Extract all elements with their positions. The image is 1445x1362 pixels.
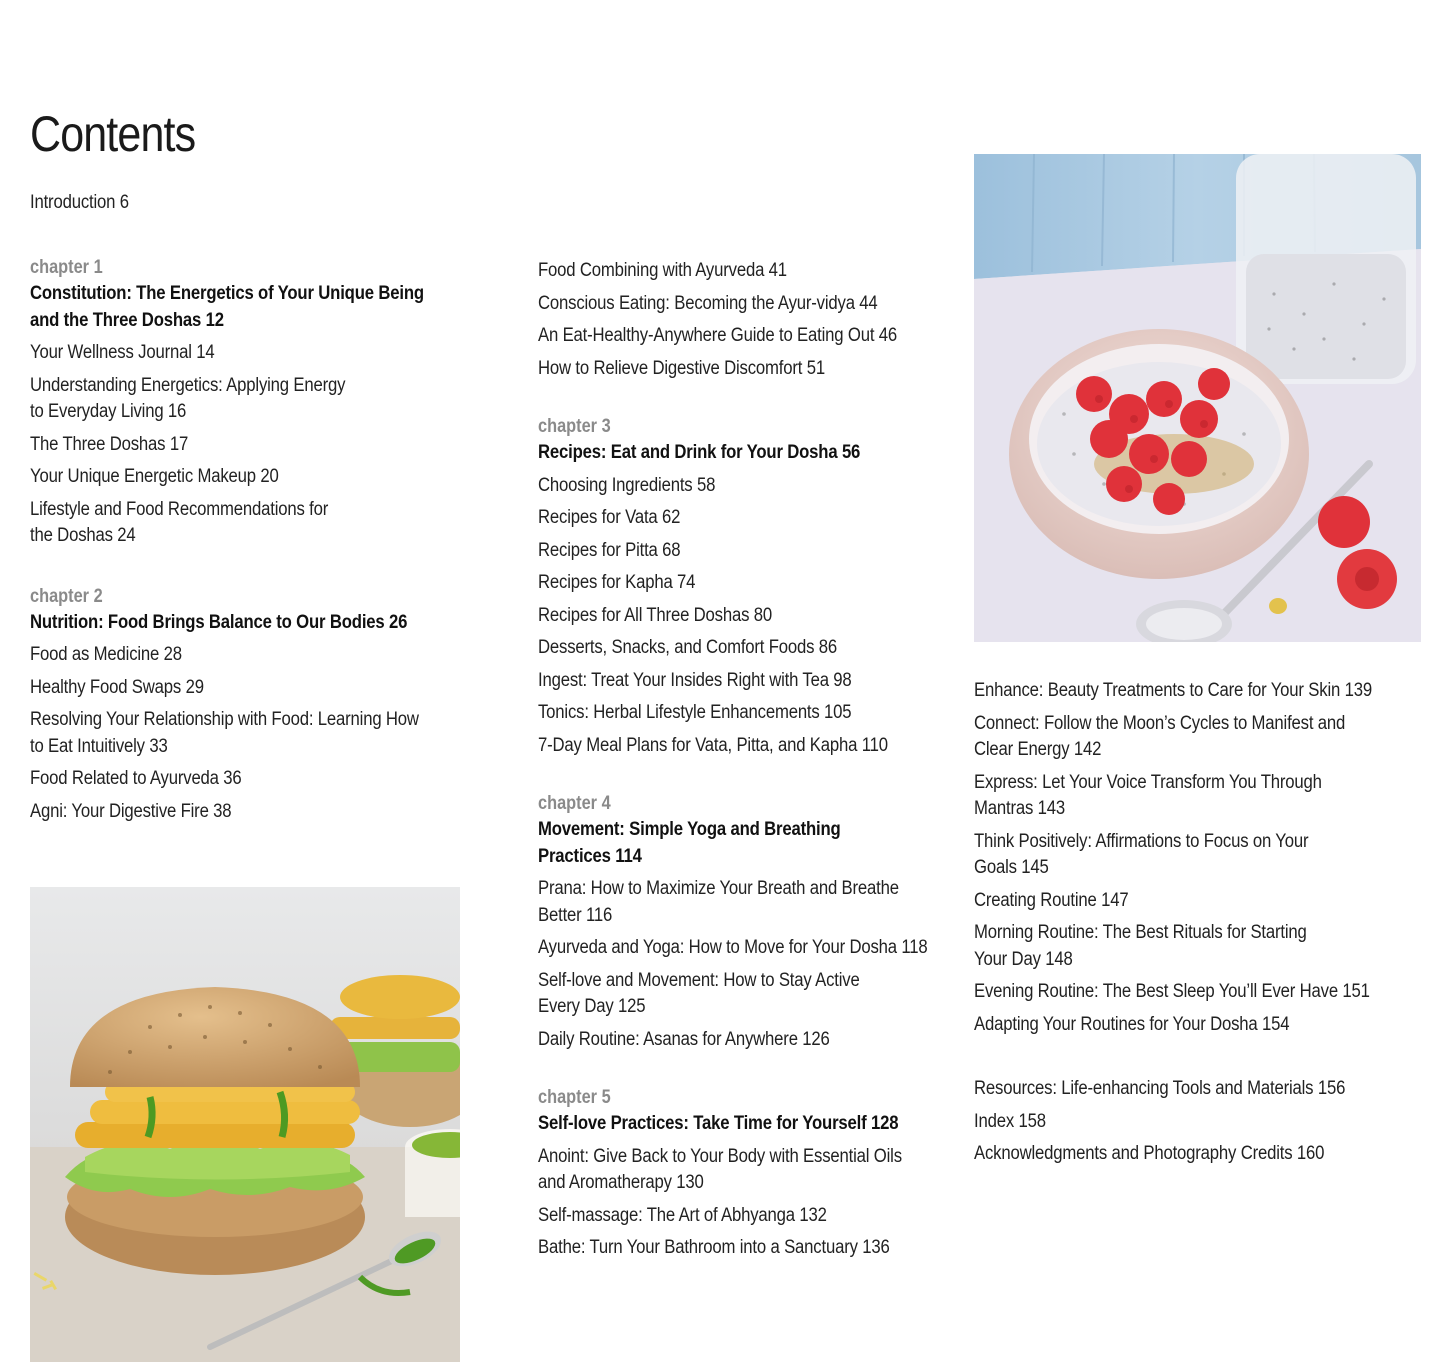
toc-entry[interactable]: Ingest: Treat Your Insides Right with Tea 98 <box>538 669 852 691</box>
toc-entry[interactable] <box>974 920 1361 973</box>
entry-line: Food Related to Ayurveda 36 <box>30 768 242 789</box>
toc-entry[interactable] <box>538 1203 908 1230</box>
chapter-label: chapter 3 <box>538 416 611 437</box>
entry-line: Self-love and Movement: How to Stay Active <box>538 969 860 991</box>
entry-line: to Everyday Living 16 <box>30 401 187 422</box>
sandwich-photo <box>30 887 460 1362</box>
entry-line: Your Wellness Journal 14 <box>30 342 215 363</box>
entry-line: Your Day 148 <box>974 948 1073 970</box>
toc-entry[interactable] <box>538 1235 908 1262</box>
chapter-title[interactable]: Nutrition: Food Brings Balance to Our Bodies 26 <box>30 611 408 633</box>
toc-entry[interactable] <box>974 1012 1361 1039</box>
toc-entry[interactable] <box>974 829 1361 882</box>
chapter-label: chapter 2 <box>30 585 103 607</box>
toc-entry[interactable] <box>974 678 1372 705</box>
entry-line: Agni: Your Digestive Fire 38 <box>30 800 232 822</box>
entry-line: Daily Routine: Asanas for Anywhere 126 <box>538 1028 830 1050</box>
entry-line: Express: Let Your Voice Transform You Through <box>974 771 1322 793</box>
toc-column-2 <box>538 258 958 1268</box>
toc-entry[interactable]: Food Combining with Ayurveda 41 <box>538 260 787 281</box>
chapter-label: chapter 4 <box>538 793 611 814</box>
toc-entry[interactable] <box>30 373 408 426</box>
toc-entry[interactable] <box>30 799 408 826</box>
entry-line: Resolving Your Relationship with Food: Learning How <box>30 709 419 730</box>
chapter-title[interactable]: Recipes: Eat and Drink for Your Dosha 56 <box>538 442 861 463</box>
entry-line: Morning Routine: The Best Rituals for Starting <box>974 922 1307 943</box>
toc-entry-introduction[interactable]: Introduction 6 <box>30 192 129 213</box>
toc-column-1 <box>30 255 460 831</box>
chia-pudding-photo <box>974 154 1421 642</box>
toc-column-3 <box>974 678 1414 1174</box>
entry-line: Prana: How to Maximize Your Breath and Breathe <box>538 878 899 899</box>
toc-entry[interactable] <box>538 935 928 962</box>
toc-entry[interactable] <box>30 707 419 760</box>
toc-entry[interactable] <box>538 968 908 1021</box>
toc-entry[interactable]: Recipes for Pitta 68 <box>538 539 681 561</box>
entry-line: Adapting Your Routines for Your Dosha 154 <box>974 1013 1290 1035</box>
chapter-title[interactable] <box>538 817 908 870</box>
toc-entry[interactable] <box>30 464 408 491</box>
toc-entry[interactable] <box>538 1144 908 1197</box>
toc-entry[interactable]: Conscious Eating: Becoming the Ayur-vidya 44 <box>538 292 878 314</box>
entry-line: Think Positively: Affirmations to Focus on Your <box>974 830 1309 852</box>
chapter-label: chapter 1 <box>30 257 103 278</box>
toc-entry[interactable]: An Eat-Healthy-Anywhere Guide to Eating Out 46 <box>538 325 898 346</box>
toc-entry[interactable]: Desserts, Snacks, and Comfort Foods 86 <box>538 637 838 658</box>
entry-line: to Eat Intuitively 33 <box>30 735 168 757</box>
toc-entry[interactable] <box>538 1027 908 1054</box>
toc-entry[interactable] <box>538 876 908 929</box>
entry-line: Healthy Food Swaps 29 <box>30 676 204 698</box>
entry-line: Mantras 143 <box>974 798 1066 819</box>
toc-entry[interactable] <box>974 711 1361 764</box>
chia-pudding-illustration <box>974 154 1421 642</box>
entry-line: Goals 145 <box>974 857 1049 878</box>
toc-entry[interactable] <box>30 340 408 367</box>
entry-line: The Three Doshas 17 <box>30 433 189 455</box>
toc-entry[interactable]: Acknowledgments and Photography Credits 160 <box>974 1143 1325 1164</box>
entry-line: Every Day 125 <box>538 996 646 1017</box>
sandwich-illustration <box>30 887 460 1362</box>
entry-line: Evening Routine: The Best Sleep You’ll Ever Have 151 <box>974 981 1370 1002</box>
entry-line: Connect: Follow the Moon’s Cycles to Manifest and <box>974 712 1346 734</box>
entry-line: Enhance: Beauty Treatments to Care for Your Skin 139 <box>974 680 1372 701</box>
chapter-label: chapter 5 <box>538 1087 611 1108</box>
entry-line: Clear Energy 142 <box>974 739 1102 760</box>
page-title: Contents <box>30 106 196 162</box>
entry-line: Self-massage: The Art of Abhyanga 132 <box>538 1204 827 1226</box>
entry-line: Your Unique Energetic Makeup 20 <box>30 466 279 487</box>
toc-entry[interactable] <box>974 979 1370 1006</box>
toc-entry[interactable]: Resources: Life-enhancing Tools and Materials 156 <box>974 1078 1346 1099</box>
entry-line: Anoint: Give Back to Your Body with Essential Oils <box>538 1145 902 1167</box>
toc-entry[interactable] <box>30 497 408 550</box>
entry-line: Ayurveda and Yoga: How to Move for Your Dosha 118 <box>538 937 928 958</box>
toc-entry[interactable]: Tonics: Herbal Lifestyle Enhancements 105 <box>538 702 852 723</box>
entry-line: the Doshas 24 <box>30 525 136 546</box>
toc-entry[interactable]: Recipes for Kapha 74 <box>538 572 696 593</box>
title-line: Movement: Simple Yoga and Breathing <box>538 819 841 840</box>
toc-entry[interactable]: Recipes for Vata 62 <box>538 507 681 528</box>
toc-entry[interactable] <box>30 675 408 702</box>
toc-entry[interactable] <box>974 888 1361 915</box>
title-line: Constitution: The Energetics of Your Unique Being <box>30 283 424 304</box>
entry-line: Better 116 <box>538 904 613 926</box>
toc-entry[interactable] <box>974 770 1361 823</box>
toc-entry[interactable]: 7-Day Meal Plans for Vata, Pitta, and Kapha 110 <box>538 734 888 756</box>
title-line: and the Three Doshas 12 <box>30 309 224 331</box>
entry-line: Creating Routine 147 <box>974 889 1129 911</box>
toc-entry[interactable]: Recipes for All Three Doshas 80 <box>538 604 773 626</box>
chapter-title[interactable]: Self-love Practices: Take Time for Yourself 128 <box>538 1113 899 1134</box>
toc-entry[interactable]: How to Relieve Digestive Discomfort 51 <box>538 357 825 379</box>
entry-line: Food as Medicine 28 <box>30 644 182 665</box>
toc-entry[interactable] <box>30 766 408 793</box>
toc-entry[interactable] <box>30 432 408 459</box>
entry-line: Understanding Energetics: Applying Energy <box>30 374 346 396</box>
toc-entry[interactable] <box>30 642 408 669</box>
entry-line: and Aromatherapy 130 <box>538 1172 704 1193</box>
toc-entry[interactable]: Choosing Ingredients 58 <box>538 474 716 496</box>
title-line: Practices 114 <box>538 845 642 867</box>
entry-line: Lifestyle and Food Recommendations for <box>30 498 329 520</box>
chapter-title[interactable] <box>30 281 424 334</box>
toc-entry[interactable]: Index 158 <box>974 1110 1046 1132</box>
entry-line: Bathe: Turn Your Bathroom into a Sanctuary 136 <box>538 1237 890 1258</box>
